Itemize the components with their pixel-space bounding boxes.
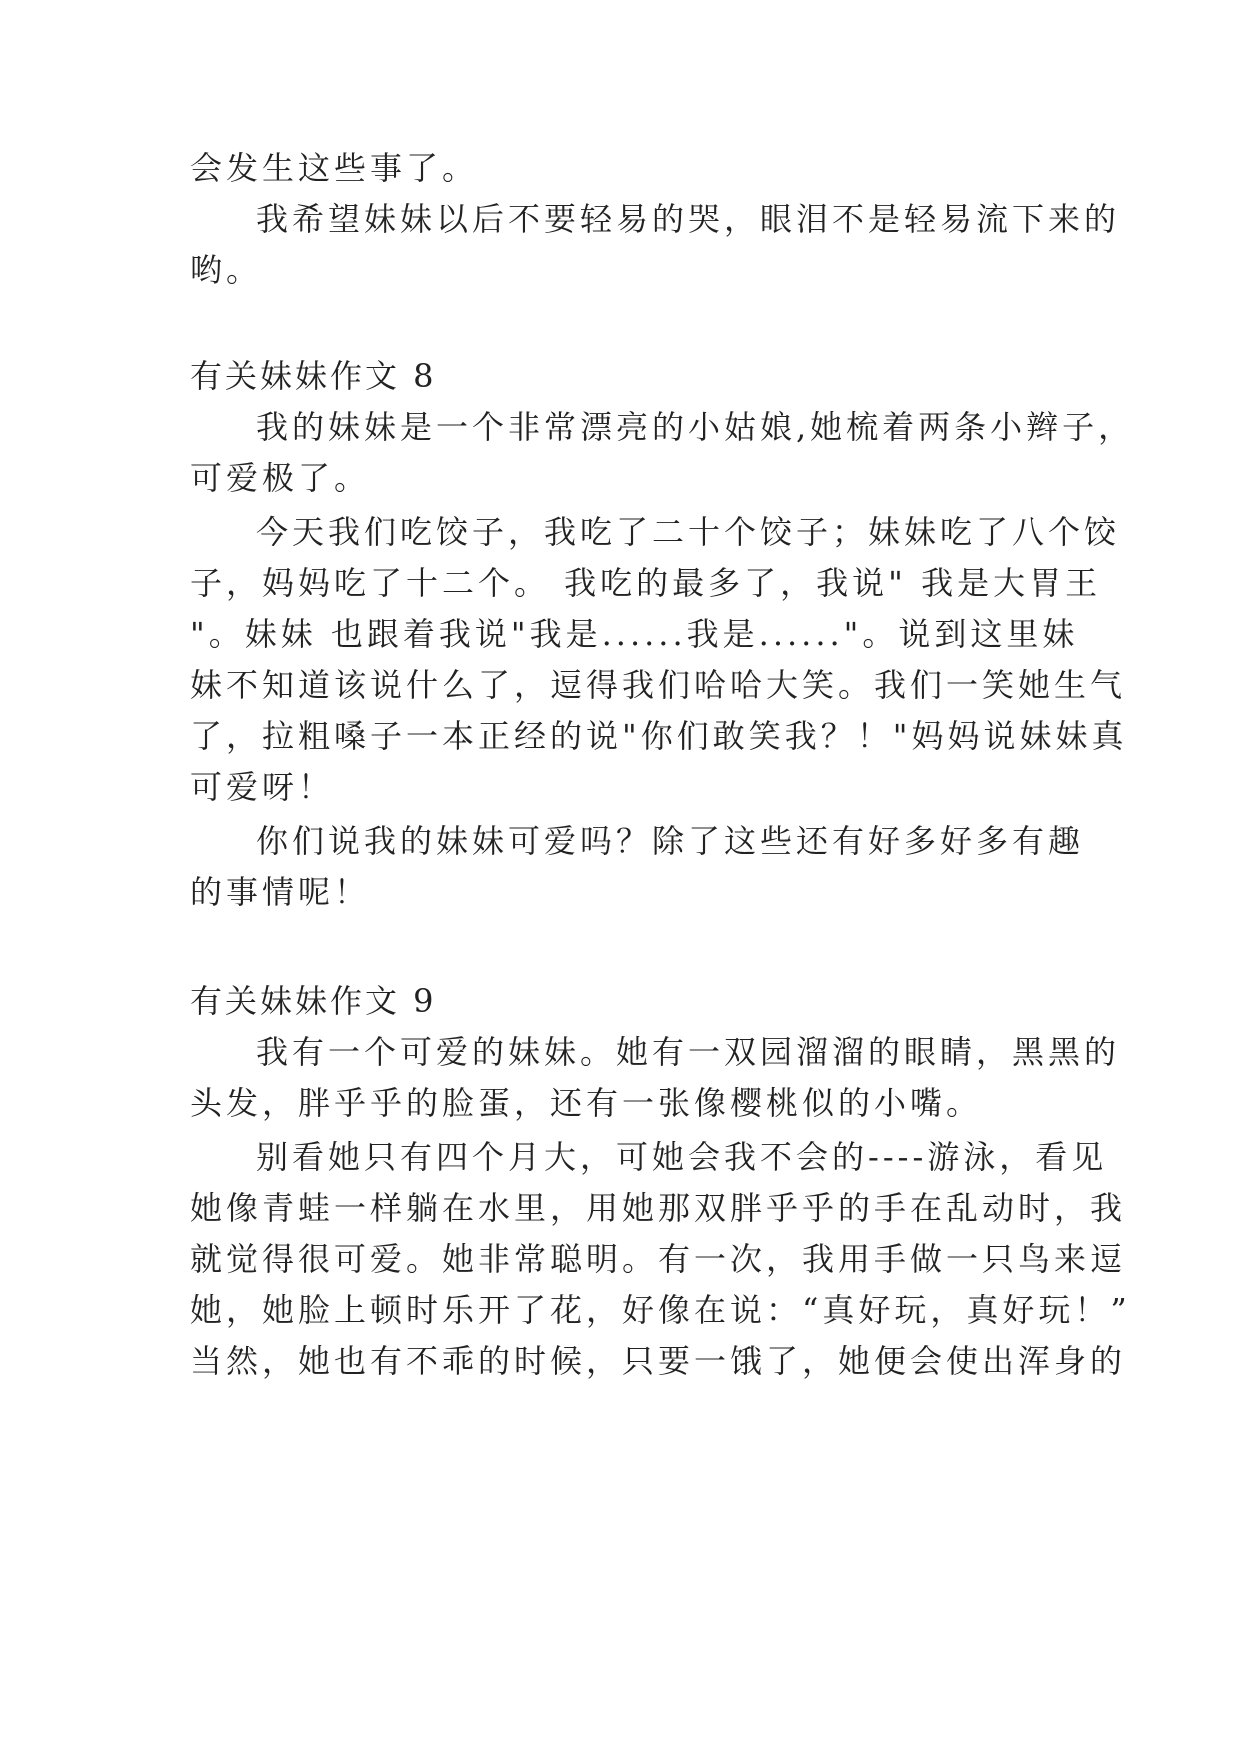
text-line: 哟。	[190, 251, 263, 289]
text-line: 妹不知道该说什么了，逗得我们哈哈大笑。我们一笑她生气	[190, 666, 1127, 704]
paragraph-start-line: 别看她只有四个月大，可她会我不会的----游泳，看见	[256, 1138, 1108, 1176]
text-line: 了，拉粗嗓子一本正经的说"你们敢笑我？！"妈妈说妹妹真	[190, 717, 1128, 755]
text-line: 子，妈妈吃了十二个。 我吃的最多了，我说" 我是大胃王	[190, 564, 1102, 602]
text-line: 她像青蛙一样躺在水里，用她那双胖乎乎的手在乱动时，我	[190, 1189, 1127, 1227]
text-line: 当然，她也有不乖的时候，只要一饿了，她便会使出浑身的	[190, 1342, 1127, 1380]
essay-heading-9: 有关妹妹作文 9	[190, 982, 437, 1020]
text-line: 可爱呀！	[190, 768, 335, 806]
paragraph-start-line: 我有一个可爱的妹妹。她有一双园溜溜的眼睛，黑黑的	[256, 1033, 1121, 1071]
text-line: "。妹妹 也跟着我说"我是......我是......"。说到这里妹	[190, 615, 1079, 653]
text-line: 就觉得很可爱。她非常聪明。有一次，我用手做一只鸟来逗	[190, 1240, 1127, 1278]
text-line: 会发生这些事了。	[190, 149, 479, 187]
text-line: 可爱极了。	[190, 459, 371, 497]
essay-heading-8: 有关妹妹作文 8	[190, 357, 437, 395]
text-line: 头发，胖乎乎的脸蛋，还有一张像樱桃似的小嘴。	[190, 1084, 983, 1122]
paragraph-start-line: 我希望妹妹以后不要轻易的哭，眼泪不是轻易流下来的	[256, 200, 1121, 238]
paragraph-start-line: 今天我们吃饺子，我吃了二十个饺子；妹妹吃了八个饺	[256, 513, 1121, 551]
text-line: 她，她脸上顿时乐开了花，好像在说：“真好玩，真好玩！”	[190, 1291, 1131, 1329]
paragraph-start-line: 我的妹妹是一个非常漂亮的小姑娘,她梳着两条小辫子，	[256, 408, 1135, 446]
paragraph-start-line: 你们说我的妹妹可爱吗？除了这些还有好多好多有趣	[256, 822, 1085, 860]
text-line: 的事情呢！	[190, 873, 371, 911]
